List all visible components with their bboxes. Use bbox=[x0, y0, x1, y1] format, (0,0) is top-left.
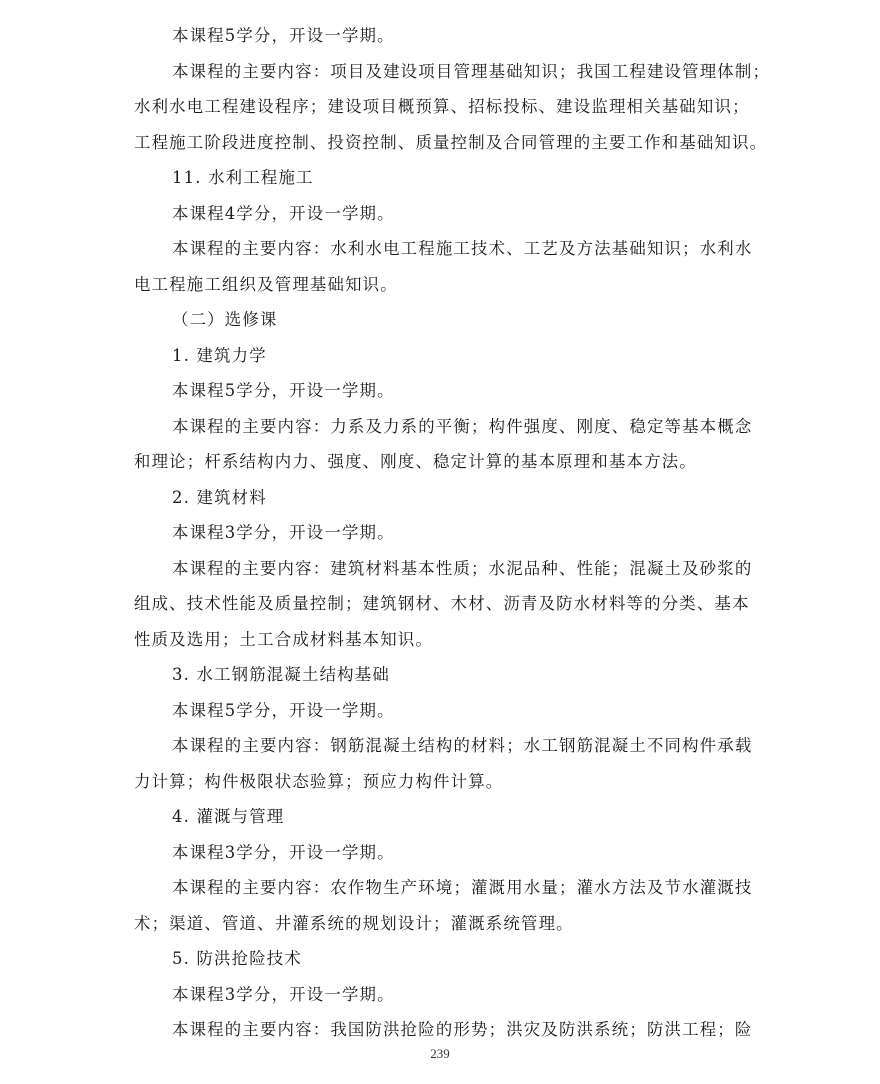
course-title: 3. 水工钢筋混凝土结构基础 bbox=[172, 665, 390, 684]
course-title: 2. 建筑材料 bbox=[172, 487, 267, 507]
content-line: 本课程的主要内容：我国防洪抢险的形势；洪灾及防洪系统；防洪工程；险 bbox=[172, 1020, 753, 1039]
course-title: 5. 防洪抢险技术 bbox=[172, 949, 302, 968]
course-title: 11. 水利工程施工 bbox=[172, 168, 314, 187]
credits-line: 本课程3学分，开设一学期。 bbox=[172, 523, 395, 542]
content-line: 术；渠道、管道、井灌系统的规划设计；灌溉系统管理。 bbox=[134, 913, 574, 933]
course-title: 1. 建筑力学 bbox=[172, 345, 267, 365]
content-line: 本课程的主要内容：项目及建设项目管理基础知识；我国工程建设管理体制； bbox=[172, 61, 771, 81]
content-line: 组成、技术性能及质量控制；建筑钢材、木材、沥青及防水材料等的分类、基本 bbox=[134, 594, 750, 613]
section-heading: （二）选修课 bbox=[172, 310, 278, 329]
credits-line: 本课程3学分，开设一学期。 bbox=[172, 984, 395, 1004]
content-line: 电工程施工组织及管理基础知识。 bbox=[134, 274, 398, 294]
content-line: 本课程的主要内容：力系及力系的平衡；构件强度、刚度、稳定等基本概念 bbox=[172, 416, 753, 436]
content-line: 本课程的主要内容：钢筋混凝土结构的材料；水工钢筋混凝土不同构件承载 bbox=[172, 736, 753, 755]
content-line: 水利水电工程建设程序；建设项目概预算、招标投标、建设监理相关基础知识； bbox=[134, 97, 750, 116]
credits-line: 本课程4学分，开设一学期。 bbox=[172, 203, 395, 223]
page-number: 239 bbox=[430, 1046, 450, 1061]
credits-line: 本课程5学分，开设一学期。 bbox=[172, 381, 395, 400]
course-title: 4. 灌溉与管理 bbox=[172, 807, 285, 826]
credits-line: 本课程5学分，开设一学期。 bbox=[172, 26, 395, 45]
content-line: 工程施工阶段进度控制、投资控制、质量控制及合同管理的主要工作和基础知识。 bbox=[134, 132, 768, 152]
credits-line: 本课程3学分，开设一学期。 bbox=[172, 842, 395, 862]
content-line: 性质及选用；土工合成材料基本知识。 bbox=[134, 629, 434, 649]
content-line: 本课程的主要内容：农作物生产环境；灌溉用水量；灌水方法及节水灌溉技 bbox=[172, 878, 753, 897]
credits-line: 本课程5学分，开设一学期。 bbox=[172, 700, 395, 720]
content-line: 本课程的主要内容：建筑材料基本性质；水泥品种、性能；混凝土及砂浆的 bbox=[172, 558, 753, 578]
content-line: 本课程的主要内容：水利水电工程施工技术、工艺及方法基础知识；水利水 bbox=[172, 239, 753, 258]
content-line: 力计算；构件极限状态验算；预应力构件计算。 bbox=[134, 771, 504, 791]
content-line: 和理论；杆系结构内力、强度、刚度、稳定计算的基本原理和基本方法。 bbox=[134, 452, 697, 471]
document-page bbox=[134, 18, 771, 1048]
